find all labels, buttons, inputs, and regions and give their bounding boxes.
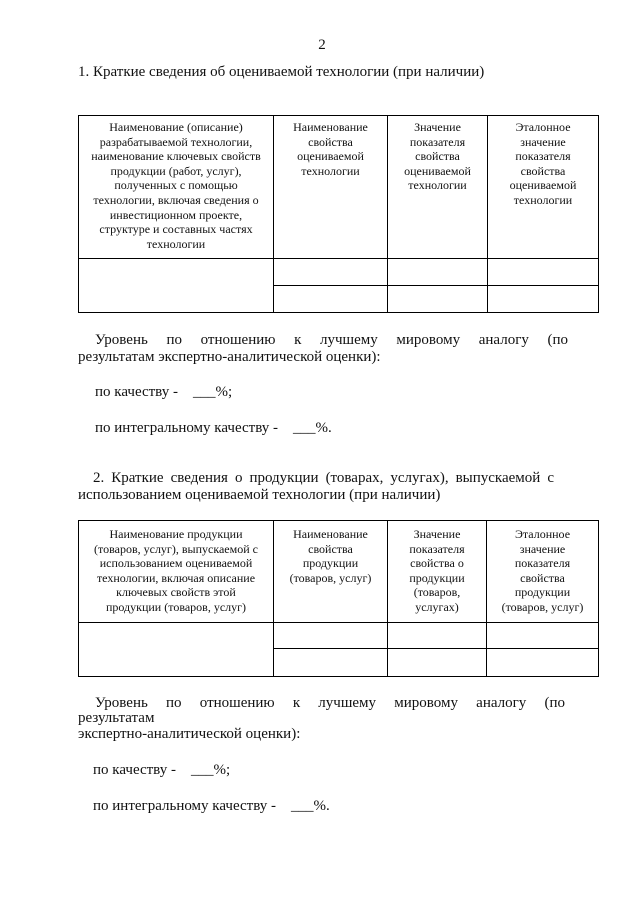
level-paragraph-line: результатам (78, 710, 155, 726)
table-cell (388, 259, 488, 286)
table-cell (487, 623, 599, 649)
header-property-name: Наименование свойства оцениваемой технологии (293, 120, 368, 178)
product-table (78, 520, 599, 677)
table-cell (487, 649, 599, 677)
quality-label: по качеству - (95, 384, 178, 400)
level-paragraph-line: Уровень по отношению к лучшему мировому аналогу (по (95, 695, 565, 711)
quality-blank: ___ (191, 762, 214, 778)
technology-table-body (79, 116, 599, 313)
integral-quality-suffix: %. (313, 798, 330, 814)
table-cell (274, 286, 388, 313)
quality-line (93, 762, 230, 779)
integral-quality-label: по интегральному качеству - (93, 798, 277, 814)
integral-quality-label: по интегральному качеству - (95, 420, 279, 436)
header-technology-description: Наименование (описание) разрабатываемой технологии, наименование ключевых свойств продукции (работ, услуг), полученных с помощью технологии, включая сведения о инвестиционном проекте, структуре и составных частях технологии (91, 120, 261, 251)
header-product-reference-value: Эталонное значение показателя свойства продукции (товаров, услуг) (501, 527, 584, 614)
header-reference-value: Эталонное значение показателя свойства оцениваемой технологии (509, 120, 577, 207)
table-cell (274, 623, 388, 649)
table-header-row (79, 116, 599, 259)
level-paragraph-line: результатам экспертно-аналитической оценки): (78, 349, 381, 365)
table-header-row (79, 521, 599, 623)
table-cell (488, 259, 599, 286)
header-product-property-value: Значение показателя свойства о продукции (товаров, услугах) (409, 527, 465, 614)
table-header-cell (388, 521, 487, 623)
quality-blank: ___ (193, 384, 216, 400)
table-cell (274, 649, 388, 677)
quality-line (95, 384, 232, 401)
table-header-cell (274, 116, 388, 259)
table-header-cell (388, 116, 488, 259)
table-header-cell (487, 521, 599, 623)
integral-quality-suffix: %. (315, 420, 332, 436)
table-row (79, 623, 599, 649)
table-header-cell (274, 521, 388, 623)
quality-suffix: %; (215, 384, 233, 400)
table-cell (388, 286, 488, 313)
section-2-heading-line: 2. Краткие сведения о продукции (товарах, услугах), выпускаемой с (93, 470, 554, 486)
page-number: 2 (318, 37, 326, 53)
header-product-description: Наименование продукции (товаров, услуг), выпускаемой с использованием оцениваемой технологии, включая описание ключевых свойств этой продукции (товаров, услуг) (94, 527, 258, 614)
quality-label: по качеству - (93, 762, 176, 778)
table-cell (79, 623, 274, 677)
section-2-heading-line: использованием оцениваемой технологии (при наличии) (78, 487, 441, 503)
integral-quality-line (93, 798, 330, 815)
table-cell (388, 649, 487, 677)
section-1-heading: 1. Краткие сведения об оцениваемой технологии (при наличии) (78, 64, 485, 80)
table-row (79, 259, 599, 286)
table-cell (79, 259, 274, 313)
header-property-value: Значение показателя свойства оцениваемой технологии (404, 120, 471, 193)
integral-quality-line (95, 420, 332, 437)
level-paragraph-line: экспертно-аналитической оценки): (78, 726, 301, 742)
level-paragraph-line: Уровень по отношению к лучшему мировому аналогу (по (95, 332, 568, 348)
table-cell (274, 259, 388, 286)
table-cell (488, 286, 599, 313)
table-header-cell (488, 116, 599, 259)
integral-quality-blank: ___ (293, 420, 316, 436)
header-product-property-name: Наименование свойства продукции (товаров, услуг) (289, 527, 372, 585)
quality-suffix: %; (213, 762, 231, 778)
table-header-cell (79, 521, 274, 623)
table-header-cell (79, 116, 274, 259)
product-table-body (79, 521, 599, 677)
technology-table (78, 115, 599, 313)
table-cell (388, 623, 487, 649)
integral-quality-blank: ___ (291, 798, 314, 814)
